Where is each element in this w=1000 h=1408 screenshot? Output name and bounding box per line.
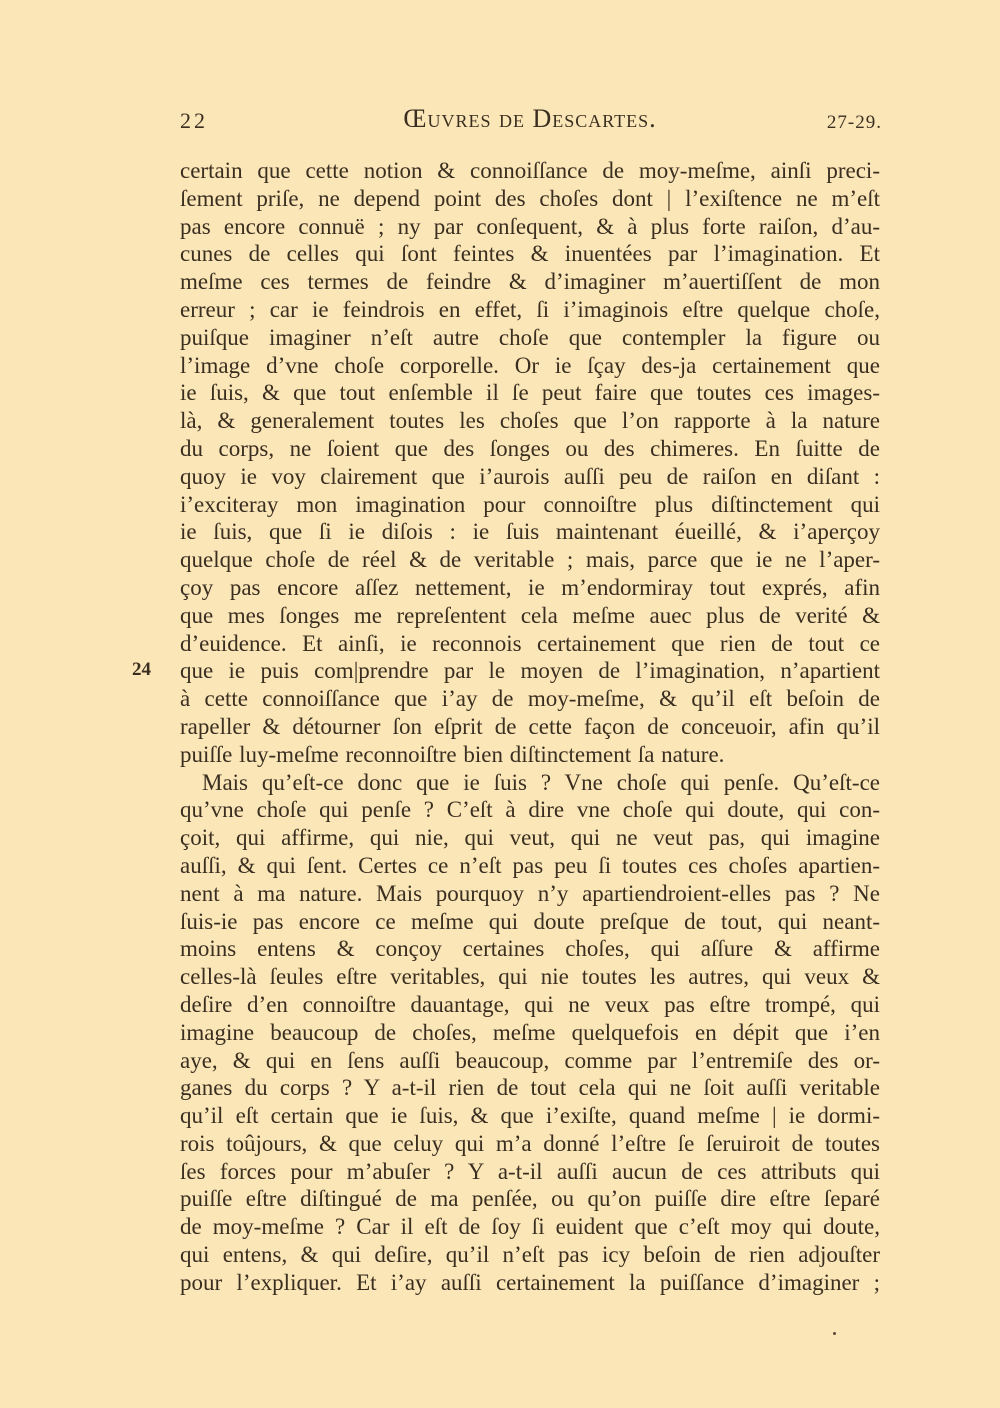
text-line: i’exciteray mon imagination pour connoiſtre plus diſtinctement qui: [180, 491, 880, 517]
text-line: deſire d’en connoiſtre dauantage, qui ne veux pas eſtre trompé, qui: [180, 991, 880, 1017]
text-line: d’euidence. Et ainſi, ie reconnois certainement que rien de tout ce: [180, 630, 880, 656]
running-head: [180, 104, 882, 144]
text-line: celles-là ſeules eſtre veritables, qui nie toutes les autres, qui veux &: [180, 964, 880, 990]
text-line: pour l’expliquer. Et i’ay auſſi certainement la puiſſance d’imaginer ;: [180, 1269, 880, 1295]
text-line: ſement priſe, ne depend point des choſes dont | l’exiſtence ne m’eſt: [180, 185, 880, 211]
text-line: qu’il eſt certain que ie ſuis, & que i’exiſte, quand meſme | ie dormi-: [180, 1103, 880, 1129]
text-line: pas encore connuë ; ny par conſequent, & à plus forte raiſon, d’au-: [180, 213, 880, 239]
text-line: ſes forces pour m’abuſer ? Y a-t-il auſſi aucun de ces attributs qui: [180, 1158, 880, 1184]
text-line: çoy pas encore aſſez nettement, ie m’endormiray tout exprés, afin: [180, 574, 880, 600]
margin-page-note: 24: [132, 659, 151, 680]
running-title: Œuvres de Descartes.: [403, 104, 657, 133]
text-line: puiſſe eſtre diſtingué de ma penſée, ou qu’on puiſſe dire eſtre ſeparé: [180, 1186, 880, 1212]
text-line: çoit, qui affirme, qui nie, qui veut, qui ne veut pas, qui imagine: [180, 825, 880, 851]
text-line: quoy ie voy clairement que i’aurois auſſi peu de raiſon en diſant :: [180, 463, 880, 489]
page-number: 22: [180, 108, 208, 133]
text-line: erreur ; car ie feindrois en effet, ſi i’imaginois eſtre quelque choſe,: [180, 296, 880, 322]
text-line: rapeller & détourner ſon eſprit de cette façon de conceuoir, afin qu’il: [180, 713, 880, 739]
text-line: du corps, ne ſoient que des ſonges ou des chimeres. En ſuitte de: [180, 435, 880, 461]
text-line: imagine beaucoup de choſes, meſme quelquefois en dépit que i’en: [180, 1019, 880, 1045]
text-line: rois toûjours, & que celuy qui m’a donné l’eſtre ſe ſeruiroit de toutes: [180, 1130, 880, 1156]
text-line: moins entens & conçoy certaines choſes, qui aſſure & affirme: [180, 936, 880, 962]
paragraph-start-line: Mais qu’eſt-ce donc que ie ſuis ? Vne choſe qui penſe. Qu’eſt-ce: [202, 769, 880, 795]
text-line: auſſi, & qui ſent. Certes ce n’eſt pas peu ſi toutes ces choſes apartien-: [180, 852, 880, 878]
text-line: l’image d’vne choſe corporelle. Or ie ſçay des-ja certainement que: [180, 352, 880, 378]
text-line: aye, & qui en ſens auſſi beaucoup, comme par l’entremiſe des or-: [180, 1047, 880, 1073]
text-line: ſuis-ie pas encore ce meſme qui doute preſque de tout, qui neant-: [180, 908, 880, 934]
text-line: cunes de celles qui ſont feintes & inuentées par l’imagination. Et: [180, 241, 880, 267]
text-line: de moy-meſme ? Car il eſt de ſoy ſi euident que c’eſt moy qui doute,: [180, 1214, 880, 1240]
text-line: qu’vne choſe qui penſe ? C’eſt à dire vne choſe qui doute, qui con-: [180, 797, 880, 823]
text-line: quelque choſe de réel & de veritable ; mais, parce que ie ne l’aper-: [180, 547, 880, 573]
text-line: ganes du corps ? Y a-t-il rien de tout cela qui ne ſoit auſſi veritable: [180, 1075, 880, 1101]
page-reference: 27-29.: [826, 112, 882, 133]
body-text: [180, 157, 880, 1297]
text-line: ie ſuis, & que tout enſemble il ſe peut faire que toutes ces images-: [180, 380, 880, 406]
text-line: ie ſuis, que ſi ie diſois : ie ſuis maintenant éueillé, & i’aperçoy: [180, 519, 880, 545]
text-line: meſme ces termes de feindre & d’imaginer m’auertiſſent de mon: [180, 269, 880, 295]
text-line: à cette connoiſſance que i’ay de moy-meſme, & qu’il eſt beſoin de: [180, 686, 880, 712]
text-line: puiſque imaginer n’eſt autre choſe que contempler la figure ou: [180, 324, 880, 350]
ink-speck: [833, 1332, 836, 1335]
text-line: certain que cette notion & connoiſſance de moy-meſme, ainſi preci-: [180, 158, 880, 183]
text-line: que mes ſonges me repreſentent cela meſme auec plus de verité &: [180, 602, 880, 628]
paragraph-end-line: puiſſe luy-meſme reconnoiſtre bien diſtinctement ſa nature.: [180, 741, 725, 767]
text-line: que ie puis com|prendre par le moyen de l’imagination, n’apartient: [180, 658, 880, 684]
text-line: là, & generalement toutes les choſes que l’on rapporte à la nature: [180, 408, 880, 434]
text-line: nent à ma nature. Mais pourquoy n’y apartiendroient-elles pas ? Ne: [180, 880, 880, 906]
text-line: qui entens, & qui deſire, qu’il n’eſt pas icy beſoin de rien adjouſter: [180, 1242, 880, 1268]
